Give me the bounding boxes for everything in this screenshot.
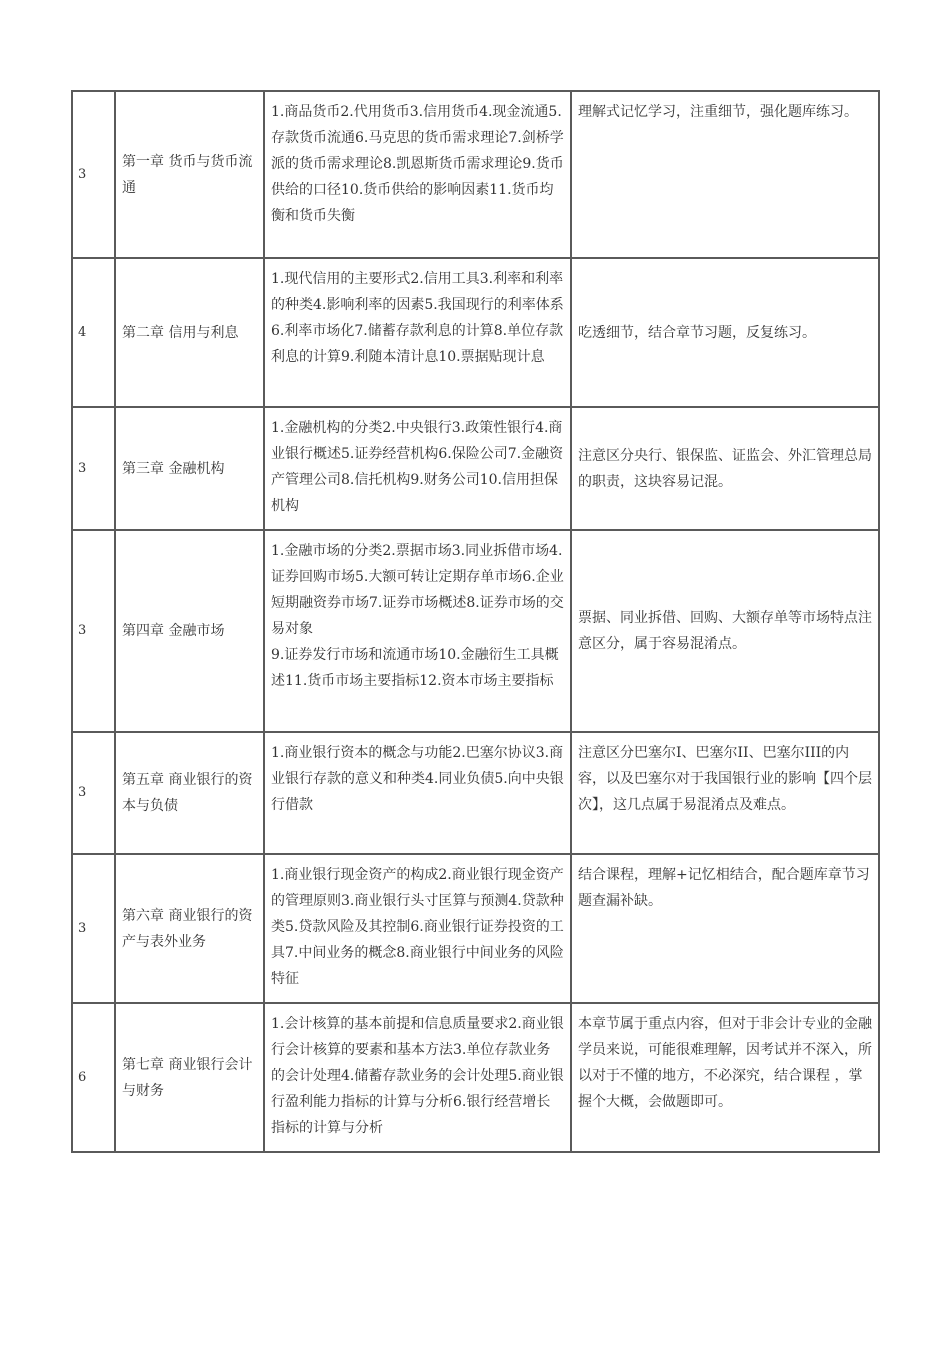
chapter-topics bbox=[264, 1003, 571, 1152]
study-hours: 6 bbox=[72, 1003, 115, 1152]
topic-text: 1.商业银行现金资产的构成2.商业银行现金资产的管理原则3.商业银行头寸匡算与预测4.贷款种类5.贷款风险及其控制6.商业银行证券投资的工具7.中间业务的概念8.商业银行中间业务的风险特征 bbox=[271, 867, 564, 987]
chapter-topics bbox=[264, 530, 571, 732]
table-row bbox=[72, 732, 879, 854]
study-hours: 3 bbox=[72, 854, 115, 1003]
study-hours: 3 bbox=[72, 407, 115, 530]
chapter-topics bbox=[264, 258, 571, 407]
chapter-topics bbox=[264, 407, 571, 530]
table-row bbox=[72, 258, 879, 407]
topic-text: 1.商业银行资本的概念与功能2.巴塞尔协议3.商业银行存款的意义和种类4.同业负债5.向中央银行借款 bbox=[271, 745, 564, 813]
topic-text: 1.金融机构的分类2.中央银行3.政策性银行4.商业银行概述5.证券经营机构6.保险公司7.金融资产管理公司8.信托机构9.财务公司10.信用担保机构 bbox=[271, 420, 564, 514]
study-advice: 理解式记忆学习，注重细节，强化题库练习。 bbox=[571, 91, 879, 258]
chapter-title: 第三章 金融机构 bbox=[115, 407, 264, 530]
chapter-topics bbox=[264, 854, 571, 1003]
study-hours: 4 bbox=[72, 258, 115, 407]
chapter-topics bbox=[264, 732, 571, 854]
study-hours: 3 bbox=[72, 732, 115, 854]
chapter-topics bbox=[264, 91, 571, 258]
chapter-title: 第一章 货币与货币流通 bbox=[115, 91, 264, 258]
table-row bbox=[72, 854, 879, 1003]
chapter-title: 第四章 金融市场 bbox=[115, 530, 264, 732]
topic-text: 1.商品货币2.代用货币3.信用货币4.现金流通5.存款货币流通6.马克思的货币需求理论7.剑桥学派的货币需求理论8.凯恩斯货币需求理论9.货币供给的口径10.货币供给的影响因素11.货币均衡和货币失衡 bbox=[271, 104, 564, 224]
topic-text: 1.会计核算的基本前提和信息质量要求2.商业银行会计核算的要素和基本方法3.单位存款业务的会计处理4.储蓄存款业务的会计处理5.商业银行盈利能力指标的计算与分析6.银行经营增长指标的计算与分析 bbox=[271, 1016, 564, 1136]
study-advice: 结合课程，理解+记忆相结合，配合题库章节习题查漏补缺。 bbox=[571, 854, 879, 1003]
study-plan-table bbox=[71, 90, 880, 1153]
topic-text: 9.证券发行市场和流通市场10.金融衍生工具概述11.货币市场主要指标12.资本市场主要指标 bbox=[271, 647, 559, 689]
table-row bbox=[72, 530, 879, 732]
topic-text: 1.现代信用的主要形式2.信用工具3.利率和利率的种类4.影响利率的因素5.我国现行的利率体系6.利率市场化7.储蓄存款利息的计算8.单位存款利息的计算9.利随本清计息10.票据贴现计息 bbox=[271, 271, 564, 365]
chapter-title: 第六章 商业银行的资产与表外业务 bbox=[115, 854, 264, 1003]
table-row bbox=[72, 1003, 879, 1152]
table-row bbox=[72, 407, 879, 530]
study-hours: 3 bbox=[72, 530, 115, 732]
study-advice: 票据、同业拆借、回购、大额存单等市场特点注意区分，属于容易混淆点。 bbox=[571, 530, 879, 732]
study-advice: 注意区分央行、银保监、证监会、外汇管理总局的职责，这块容易记混。 bbox=[571, 407, 879, 530]
study-advice: 吃透细节，结合章节习题，反复练习。 bbox=[571, 258, 879, 407]
study-advice: 注意区分巴塞尔I、巴塞尔II、巴塞尔III的内容，以及巴塞尔对于我国银行业的影响【四个层次】，这几点属于易混淆点及难点。 bbox=[571, 732, 879, 854]
topic-text: 1.金融市场的分类2.票据市场3.同业拆借市场4.证券回购市场5.大额可转让定期存单市场6.企业短期融资券市场7.证券市场概述8.证券市场的交易对象 bbox=[271, 543, 564, 637]
table-row bbox=[72, 91, 879, 258]
chapter-title: 第五章 商业银行的资本与负债 bbox=[115, 732, 264, 854]
study-hours: 3 bbox=[72, 91, 115, 258]
chapter-title: 第七章 商业银行会计与财务 bbox=[115, 1003, 264, 1152]
chapter-title: 第二章 信用与利息 bbox=[115, 258, 264, 407]
study-advice: 本章节属于重点内容，但对于非会计专业的金融学员来说，可能很难理解，因考试并不深入，所以对于不懂的地方，不必深究，结合课程 ，掌握个大概，会做题即可。 bbox=[571, 1003, 879, 1152]
